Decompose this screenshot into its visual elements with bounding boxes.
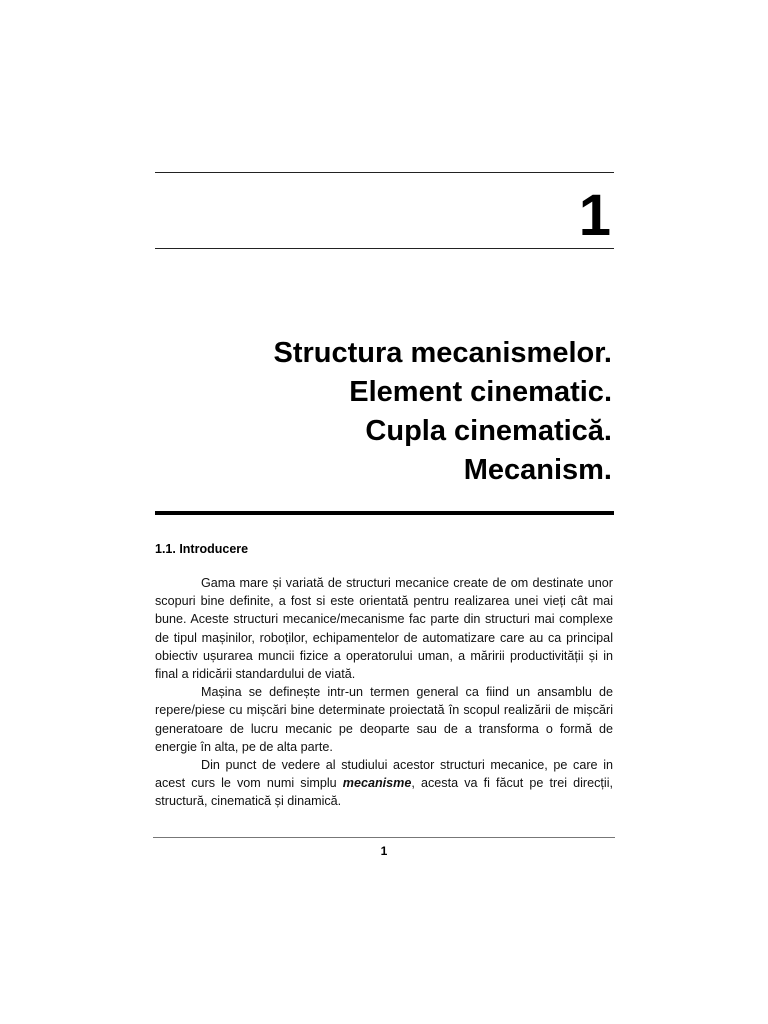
chapter-title-line: Cupla cinematică. xyxy=(365,415,612,447)
page-number: 1 xyxy=(380,844,388,858)
paragraph xyxy=(155,756,613,811)
footer-rule xyxy=(153,837,615,838)
paragraph-text: Din punct de vedere al studiului acestor structuri mecanice, pe care in acest curs le vom numi simplu xyxy=(155,758,613,791)
emphasized-term: mecanisme xyxy=(342,776,412,791)
chapter-title-line: Element cinematic. xyxy=(349,376,612,408)
chapter-title-line: Mecanism. xyxy=(463,454,612,486)
title-divider xyxy=(155,511,614,515)
section-heading: 1.1. Introducere xyxy=(155,542,249,556)
chapter-number: 1 xyxy=(578,183,611,248)
chapter-title xyxy=(132,334,612,490)
chapter-number-rule xyxy=(155,248,614,249)
chapter-title-line: Structura mecanismelor. xyxy=(273,337,612,369)
body-text xyxy=(155,574,613,811)
top-rule xyxy=(155,172,614,173)
paragraph: Gama mare și variată de structuri mecanice create de om destinate unor scopuri bine definite, a fost si este orientată pentru realizarea unei vieți cât mai bune. Aceste structuri mecanice/mecanisme fac parte din structuri mai complexe de tipul mașinilor, roboților, echipamentelor de automatizare care au ca principal obiectiv ușurarea muncii fizice a operatorului uman, a măririi productivității și in final a ridicării standardului de viată. xyxy=(155,576,613,682)
paragraph-text: , acesta va fi făcut pe trei direcții, structură, cinematică și dinamică. xyxy=(155,776,613,809)
paragraph: Mașina se definește intr-un termen general ca fiind un ansamblu de repere/piese cu mișcări bine determinate proiectată în scopul realizării de mișcări generatoare de lucru mecanic pe deoparte sau de a transforma o formă de energie în alta, pe de alta parte. xyxy=(155,685,613,754)
